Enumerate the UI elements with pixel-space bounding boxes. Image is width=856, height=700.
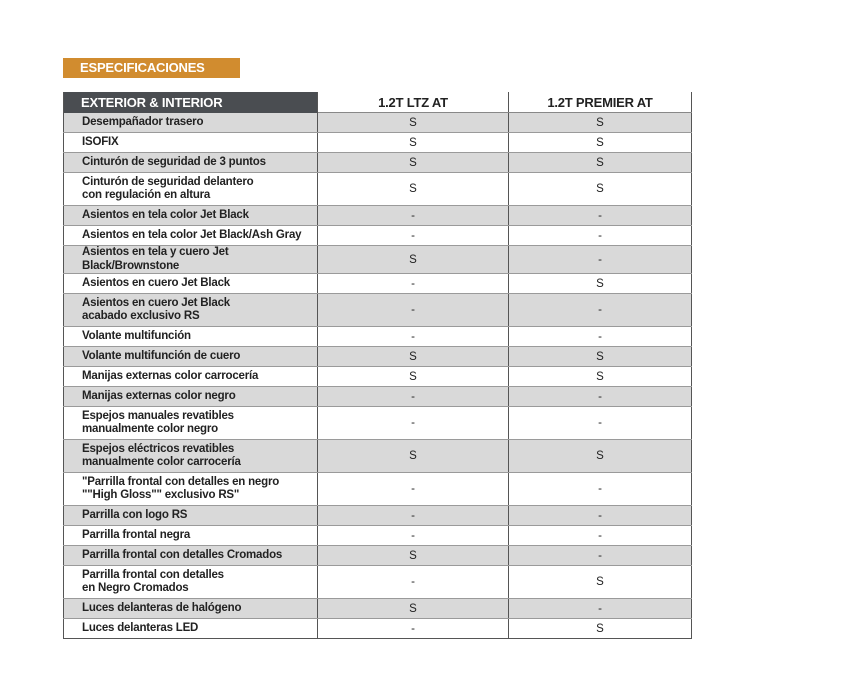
table-row [64, 294, 692, 327]
feature-label: "Parrilla frontal con detalles en negro ""High Gloss"" exclusivo RS" [64, 473, 318, 506]
ltz-value: - [318, 327, 509, 347]
feature-label: Desempañador trasero [64, 113, 318, 133]
feature-label: Parrilla con logo RS [64, 506, 318, 526]
ltz-value: S [318, 347, 509, 367]
ltz-value: S [318, 113, 509, 133]
header-category: EXTERIOR & INTERIOR [64, 92, 318, 113]
ltz-value: S [318, 367, 509, 387]
ltz-value: S [318, 246, 509, 274]
ltz-value: S [318, 133, 509, 153]
premier-value: - [509, 526, 692, 546]
feature-label: Asientos en tela color Jet Black/Ash Gray [64, 226, 318, 246]
premier-value: S [509, 173, 692, 206]
table-row [64, 599, 692, 619]
table-row [64, 506, 692, 526]
premier-value: - [509, 599, 692, 619]
ltz-value: - [318, 407, 509, 440]
table-row [64, 133, 692, 153]
header-premier: 1.2T PREMIER AT [509, 92, 692, 113]
table-row [64, 246, 692, 274]
feature-label: Parrilla frontal con detalles en Negro Cromados [64, 566, 318, 599]
premier-value: S [509, 133, 692, 153]
feature-label: Volante multifunción de cuero [64, 347, 318, 367]
feature-label: Asientos en cuero Jet Black [64, 274, 318, 294]
table-row [64, 473, 692, 506]
ltz-value: S [318, 440, 509, 473]
feature-label: Asientos en tela color Jet Black [64, 206, 318, 226]
premier-value: - [509, 407, 692, 440]
ltz-value: S [318, 599, 509, 619]
premier-value: S [509, 113, 692, 133]
premier-value: - [509, 226, 692, 246]
specs-table [63, 92, 692, 639]
table-row [64, 526, 692, 546]
premier-value: S [509, 440, 692, 473]
premier-value: - [509, 473, 692, 506]
table-row [64, 327, 692, 347]
ltz-value: - [318, 473, 509, 506]
ltz-value: S [318, 173, 509, 206]
ltz-value: - [318, 226, 509, 246]
ltz-value: - [318, 294, 509, 327]
ltz-value: - [318, 387, 509, 407]
table-body [64, 113, 692, 639]
table-header-row [64, 92, 692, 113]
ltz-value: - [318, 566, 509, 599]
premier-value: S [509, 274, 692, 294]
table-row [64, 226, 692, 246]
premier-value: - [509, 506, 692, 526]
premier-value: S [509, 347, 692, 367]
header-ltz: 1.2T LTZ AT [318, 92, 509, 113]
feature-label: Espejos eléctricos revatibles manualmente color carrocería [64, 440, 318, 473]
feature-label: ISOFIX [64, 133, 318, 153]
premier-value: - [509, 546, 692, 566]
feature-label: Cinturón de seguridad de 3 puntos [64, 153, 318, 173]
table-row [64, 347, 692, 367]
premier-value: - [509, 206, 692, 226]
premier-value: S [509, 153, 692, 173]
table-row [64, 566, 692, 599]
feature-label: Manijas externas color negro [64, 387, 318, 407]
premier-value: S [509, 619, 692, 639]
premier-value: S [509, 367, 692, 387]
feature-label: Luces delanteras LED [64, 619, 318, 639]
ltz-value: - [318, 274, 509, 294]
feature-label: Asientos en cuero Jet Black acabado exclusivo RS [64, 294, 318, 327]
section-title: ESPECIFICACIONES [63, 58, 240, 78]
ltz-value: - [318, 506, 509, 526]
table-row [64, 546, 692, 566]
ltz-value: - [318, 206, 509, 226]
table-row [64, 206, 692, 226]
table-row [64, 173, 692, 206]
premier-value: - [509, 387, 692, 407]
feature-label: Parrilla frontal con detalles Cromados [64, 546, 318, 566]
ltz-value: - [318, 526, 509, 546]
table-row [64, 407, 692, 440]
table-row [64, 153, 692, 173]
premier-value: - [509, 327, 692, 347]
table-row [64, 113, 692, 133]
table-row [64, 387, 692, 407]
table-row [64, 367, 692, 387]
feature-label: Luces delanteras de halógeno [64, 599, 318, 619]
feature-label: Volante multifunción [64, 327, 318, 347]
table-row [64, 440, 692, 473]
premier-value: S [509, 566, 692, 599]
feature-label: Asientos en tela y cuero Jet Black/Brownstone [64, 246, 318, 274]
ltz-value: - [318, 619, 509, 639]
feature-label: Manijas externas color carrocería [64, 367, 318, 387]
premier-value: - [509, 246, 692, 274]
feature-label: Parrilla frontal negra [64, 526, 318, 546]
feature-label: Cinturón de seguridad delantero con regulación en altura [64, 173, 318, 206]
premier-value: - [509, 294, 692, 327]
feature-label: Espejos manuales revatibles manualmente color negro [64, 407, 318, 440]
table-row [64, 274, 692, 294]
table-row [64, 619, 692, 639]
ltz-value: S [318, 546, 509, 566]
ltz-value: S [318, 153, 509, 173]
